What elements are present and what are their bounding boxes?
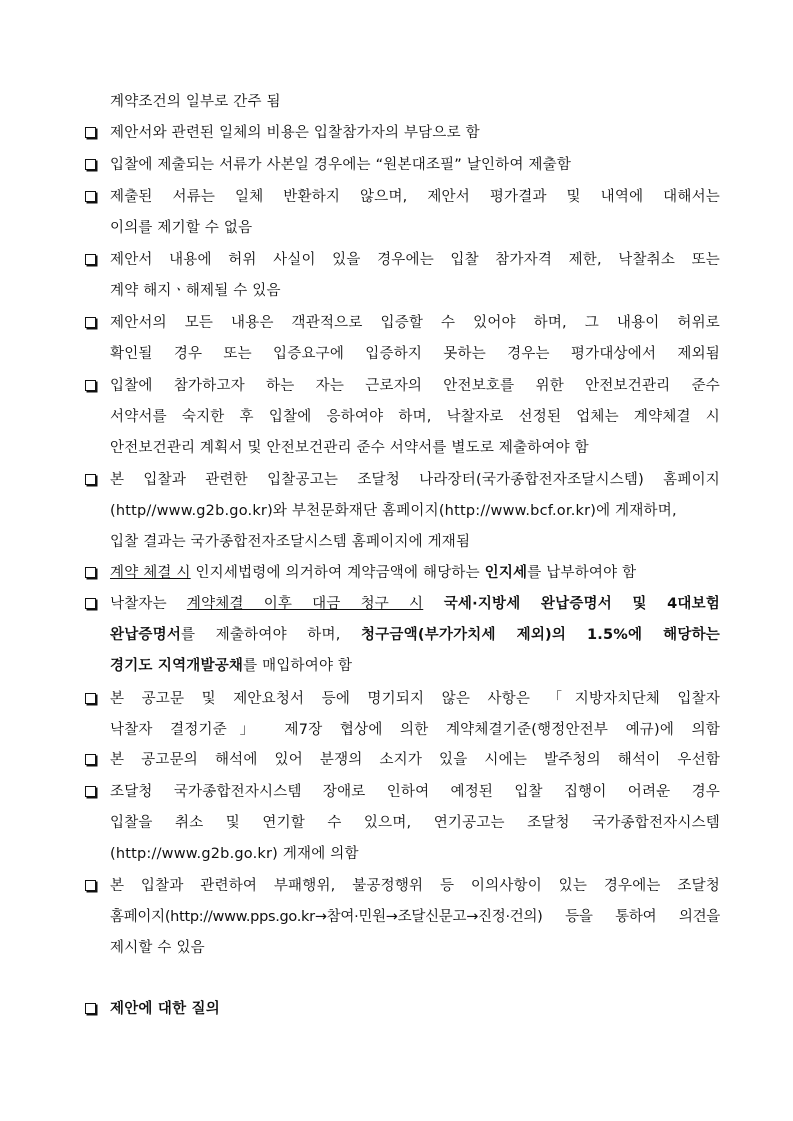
checkbox-bullet-icon	[85, 1003, 96, 1014]
checkbox-bullet-icon	[85, 127, 96, 138]
text-line	[110, 594, 720, 614]
checkbox-bullet-icon	[85, 880, 96, 891]
section-heading: 제안에 대한 질의	[110, 1001, 220, 1017]
text-line: 입찰에 참가하고자 하는 자는 근로자의 안전보호를 위한 안전보건관리 준수	[110, 378, 720, 394]
text-line: 본 입찰과 관련한 입찰공고는 조달청 나라장터(국가종합전자조달시스템) 홈페이지	[110, 472, 720, 488]
text-line: 입찰에 제출되는 서류가 사본일 경우에는 “원본대조필” 날인하여 제출함	[110, 157, 572, 173]
bold-text: 국세·지방세 완납증명서 및 4대보험	[423, 596, 721, 612]
underlined-text: 계약 체결 시	[110, 565, 191, 581]
text-span: 를 제출하여야 하며,	[181, 627, 361, 643]
text-line: 입찰 결과는 국가종합전자조달시스템 홈페이지에 게재됨	[110, 534, 471, 550]
text-line: 제안서의 모든 내용은 객관적으로 입증할 수 있어야 하며, 그 내용이 허위로	[110, 315, 720, 331]
text-line: 제시할 수 있음	[110, 940, 205, 956]
text-line: 입찰을 취소 및 연기할 수 있으며, 연기공고는 조달청 국가종합전자시스템	[110, 815, 720, 831]
checkbox-bullet-icon	[85, 254, 96, 265]
text-line: 계약 해지ㆍ해제될 수 있음	[110, 283, 281, 299]
text-line: 서약서를 숙지한 후 입찰에 응하여야 하며, 낙찰자로 선정된 업체는 계약체결 시	[110, 409, 720, 425]
bold-text: 완납증명서	[110, 627, 182, 643]
text-line: 계약조건의 일부로 간주 됨	[110, 94, 281, 110]
text-span: 낙찰자는	[110, 596, 187, 612]
checkbox-bullet-icon	[85, 380, 96, 391]
checkbox-bullet-icon	[85, 191, 96, 202]
text-line: 확인될 경우 또는 입증요구에 입증하지 못하는 경우는 평가대상에서 제외됨	[110, 346, 720, 362]
text-line	[110, 563, 720, 583]
text-line: 본 입찰과 관련하여 부패행위, 불공정행위 등 이의사항이 있는 경우에는 조달청	[110, 878, 720, 894]
checkbox-bullet-icon	[85, 159, 96, 170]
text-line: 제출된 서류는 일체 반환하지 않으며, 제안서 평가결과 및 내역에 대해서는	[110, 189, 720, 205]
text-line: 홈페이지(http://www.pps.go.kr→참여·민원→조달신문고→진정·건의) 등을 통하여 의견을	[110, 909, 720, 925]
text-line: 조달청 국가종합전자시스템 장애로 인하여 예정된 입찰 집행이 어려운 경우	[110, 784, 720, 800]
checkbox-bullet-icon	[85, 754, 96, 765]
text-line: 안전보건관리 계획서 및 안전보건관리 준수 서약서를 별도로 제출하여야 함	[110, 440, 589, 456]
text-line: 본 공고문의 해석에 있어 분쟁의 소지가 있을 시에는 발주청의 해석이 우선함	[110, 752, 720, 768]
text-line: 낙찰자 결정기준」 제7장 협상에 의한 계약체결기준(행정안전부 예규)에 의함	[110, 722, 720, 738]
checkbox-bullet-icon	[85, 567, 96, 578]
text-line	[110, 625, 720, 645]
text-span: 를 납부하여야 함	[527, 565, 637, 581]
text-line: (http//www.g2b.go.kr)와 부천문화재단 홈페이지(http://www.bcf.or.kr)에 게재하며,	[110, 503, 677, 519]
bold-text: 청구금액(부가가치세 제외)의 1.5%에 해당하는	[361, 627, 720, 643]
text-line: 본 공고문 및 제안요청서 등에 명기되지 않은 사항은 「지방자치단체 입찰자	[110, 691, 720, 707]
text-line	[110, 656, 720, 676]
text-line: 이의를 제기할 수 없음	[110, 220, 253, 236]
text-span: 를 매입하여야 함	[243, 658, 353, 674]
bold-text: 인지세	[484, 565, 528, 581]
text-span: 인지세법령에 의거하여 계약금액에 해당하는	[190, 565, 485, 581]
text-line: 제안서 내용에 허위 사실이 있을 경우에는 입찰 참가자격 제한, 낙찰취소 또는	[110, 252, 720, 268]
checkbox-bullet-icon	[85, 474, 96, 485]
checkbox-bullet-icon	[85, 317, 96, 328]
text-line: (http://www.g2b.go.kr) 게재에 의함	[110, 846, 359, 862]
bold-text: 경기도 지역개발공채	[110, 658, 244, 674]
checkbox-bullet-icon	[85, 598, 96, 609]
checkbox-bullet-icon	[85, 693, 96, 704]
checkbox-bullet-icon	[85, 786, 96, 797]
text-line: 제안서와 관련된 일체의 비용은 입찰참가자의 부담으로 함	[110, 125, 480, 141]
underlined-text: 계약체결 이후 대금 청구 시	[186, 596, 424, 612]
